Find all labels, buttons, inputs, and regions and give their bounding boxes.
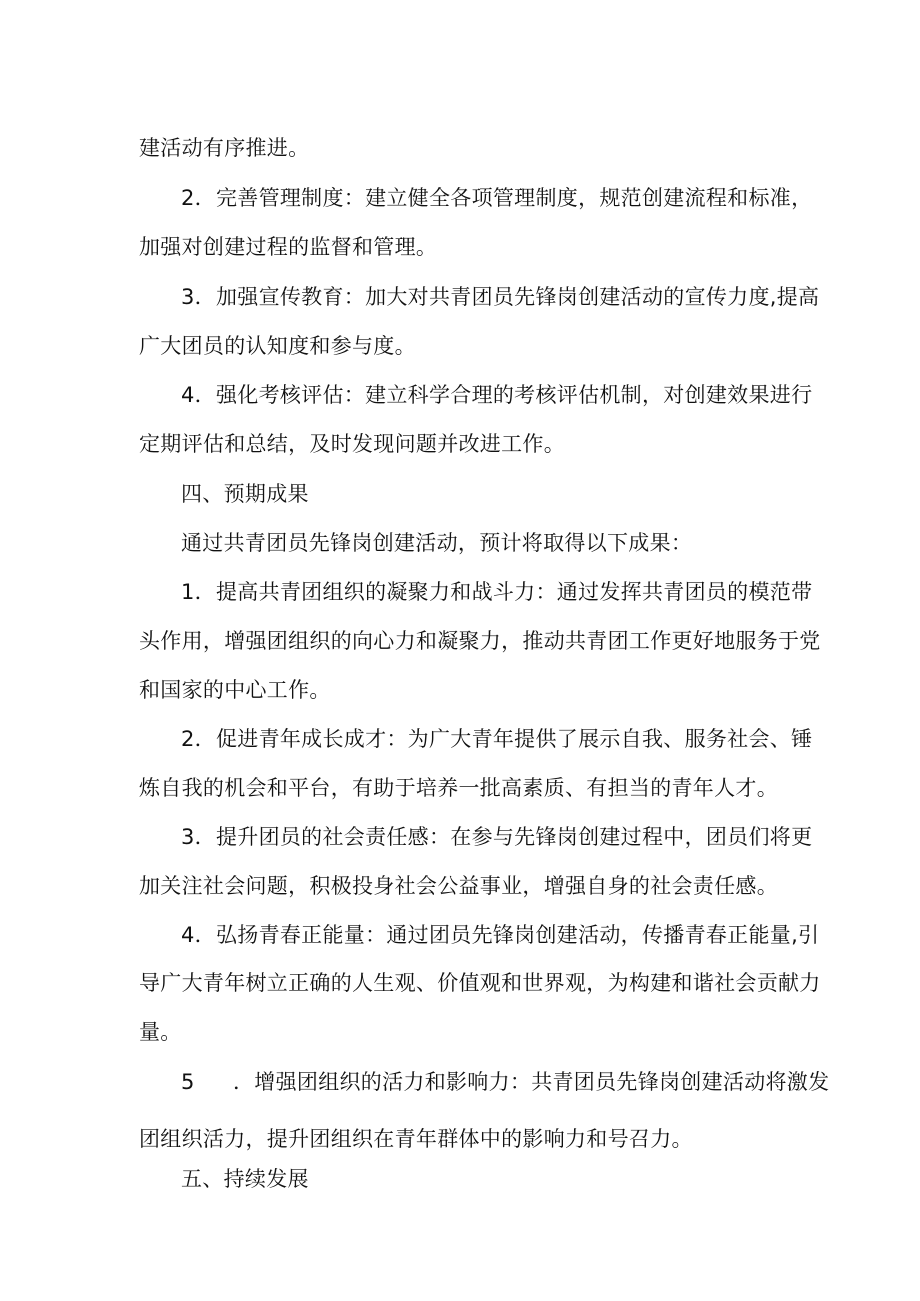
section-heading [181, 480, 309, 508]
list-item-text: 团组织活力，提升团组织在青年群体中的影响力和号召力。 [139, 1127, 693, 1151]
outcome-item-line [139, 774, 789, 802]
list-item-text: 头作用，增强团组织的向心力和凝聚力，推动共青团工作更好地服务于党 [139, 629, 821, 653]
list-item-text: 加强对创建过程的监督和管理。 [139, 235, 438, 259]
measure-item-line [139, 332, 789, 360]
list-number: 3 [181, 825, 195, 849]
list-item-text: ．促进青年成长成才：为广大青年提供了展示自我、服务社会、锤 [194, 727, 813, 751]
outcome-item-line [139, 1018, 789, 1046]
measure-item-line [181, 381, 813, 409]
outcome-item-line [181, 921, 820, 949]
section-heading [181, 1165, 309, 1193]
list-item-text: ．提升团员的社会责任感：在参与先锋岗创建过程中，团员们将更 [194, 825, 813, 849]
measure-item-line [139, 430, 789, 458]
list-item-text: ．加强宣传教育：加大对共青团员先锋岗创建活动的宣传力度,提高 [194, 285, 820, 309]
measure-item-line [139, 233, 789, 261]
list-item-text: ．增强团组织的活力和影响力：共青团员先锋岗创建活动将激发 [233, 1070, 830, 1094]
list-item-text: 和国家的中心工作。 [139, 678, 331, 702]
list-item-text: 量。 [139, 1020, 182, 1044]
paragraph-continuation [139, 134, 789, 162]
outcome-item-line [181, 823, 813, 851]
list-item-text: ．完善管理制度：建立健全各项管理制度，规范创建流程和标准， [194, 186, 813, 210]
paragraph-text: 建活动有序推进。 [139, 136, 310, 160]
measure-item-line [181, 184, 813, 212]
paragraph-text: 通过共青团员先锋岗创建活动，预计将取得以下成果： [181, 531, 693, 555]
outcome-item-line [139, 627, 821, 655]
list-number: 5 [181, 1070, 195, 1094]
list-number: 2 [181, 186, 195, 210]
list-number: 4 [181, 383, 195, 407]
list-number: 1 [181, 580, 195, 604]
list-item-text: 定期评估和总结，及时发现问题并改进工作。 [139, 432, 565, 456]
outcome-item-line [139, 676, 789, 704]
outcome-item-line [139, 872, 789, 900]
measure-item-line [181, 283, 820, 311]
list-number: 2 [181, 727, 195, 751]
section-heading-text: 五、持续发展 [181, 1167, 309, 1191]
section-intro [181, 529, 692, 557]
outcome-item-line [181, 725, 813, 753]
list-number: 3 [181, 285, 195, 309]
section-heading-text: 四、预期成果 [181, 482, 309, 506]
outcome-item-line [181, 1068, 830, 1096]
list-number: 4 [181, 923, 195, 947]
list-item-text: 导广大青年树立正确的人生观、价值观和世界观，为构建和谐社会贡献力 [139, 971, 821, 995]
list-item-text: ．提高共青团组织的凝聚力和战斗力：通过发挥共青团员的模范带 [194, 580, 813, 604]
list-item-text: 广大团员的认知度和参与度。 [139, 334, 416, 358]
outcome-item-line [181, 578, 813, 606]
list-item-text: ．弘扬青春正能量：通过团员先锋岗创建活动，传播青春正能量,引 [194, 923, 820, 947]
list-item-text: 炼自我的机会和平台，有助于培养一批高素质、有担当的青年人才。 [139, 776, 778, 800]
list-item-text: ．强化考核评估：建立科学合理的考核评估机制，对创建效果进行 [194, 383, 813, 407]
outcome-item-line [139, 969, 821, 997]
list-item-text: 加关注社会问题，积极投身社会公益事业，增强自身的社会责任感。 [139, 874, 778, 898]
outcome-item-line [139, 1125, 789, 1153]
